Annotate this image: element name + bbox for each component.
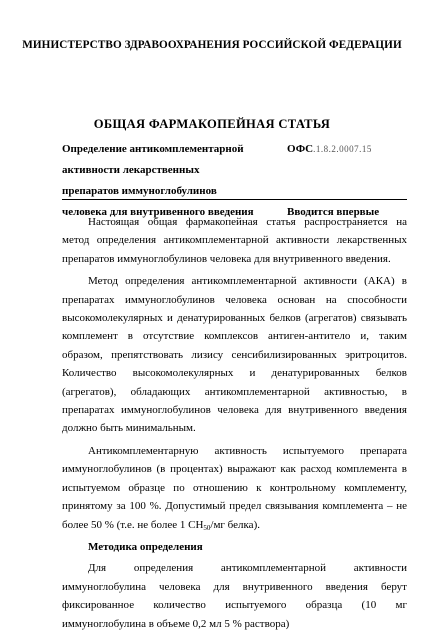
- header-divider: [62, 199, 407, 200]
- article-meta: [287, 139, 407, 223]
- subscript: 50: [203, 523, 211, 532]
- ofs-label: ОФС: [287, 143, 314, 155]
- subject-line: активности лекарственных: [62, 164, 200, 176]
- meta-spacer: [287, 160, 407, 181]
- subject-line: Определение антикомплементарной: [62, 143, 244, 155]
- ofs-number: [287, 139, 407, 160]
- introduced-note: Вводится впервые: [287, 206, 380, 218]
- document-title: ОБЩАЯ ФАРМАКОПЕЙНАЯ СТАТЬЯ: [93, 117, 331, 131]
- subject-line: человека для внутривенного введения: [62, 206, 254, 218]
- ministry-header: МИНИСТЕРСТВО ЗДРАВООХРАНЕНИЯ РОССИЙСКОЙ ФЕДЕРАЦИИ: [22, 39, 402, 51]
- subject-line: препаратов иммуноглобулинов: [62, 185, 217, 197]
- ofs-code: .1.8.2.0007.15: [313, 144, 372, 154]
- paragraph: [62, 442, 407, 534]
- article-subject: [62, 139, 302, 223]
- paragraph: Для определения антикомплементарной активности иммуноглобулина человека для внутривенного введения берут фиксированное количество испытуемого образца (10 мг иммуноглобулина в объеме 0,2 мл 5 % раствора): [62, 562, 407, 630]
- paragraph-text: Антикомплементарную активность испытуемого препарата иммуноглобулинов (в процентах) выражают как расход комплемента в испытуемом образце по отношению к контрольному комплементу, принятому за 100 %. Допустимый предел связывания комплемента – не более 50 % (т.е. не более 1 CH: [62, 444, 407, 531]
- article-body: [62, 213, 407, 637]
- section-heading: Методика определения: [88, 540, 203, 553]
- paragraph: Настоящая общая фармакопейная статья распространяется на метод определения антикомплементарной активности лекарственных препаратов иммуноглобулинов человека для внутривенного введения.: [62, 216, 407, 265]
- paragraph-text: /мг белка).: [210, 518, 260, 531]
- paragraph: Метод определения антикомплементарной активности (АКА) в препаратах иммуноглобулинов человека основан на способности высокомолекулярных и денатурированных белков (агрегатов) связывать комплемент в отсутствие комплексов антиген-антитело и, таким образом, препятствовать лизису сенсибилизированных эритроцитов. Количество высокомолекулярных и денатурированных белков (агрегатов), обладающих антикомплементарной активностью, в препаратах иммуноглобулинов человека для внутривенного введения должно быть минимальным.: [62, 275, 407, 435]
